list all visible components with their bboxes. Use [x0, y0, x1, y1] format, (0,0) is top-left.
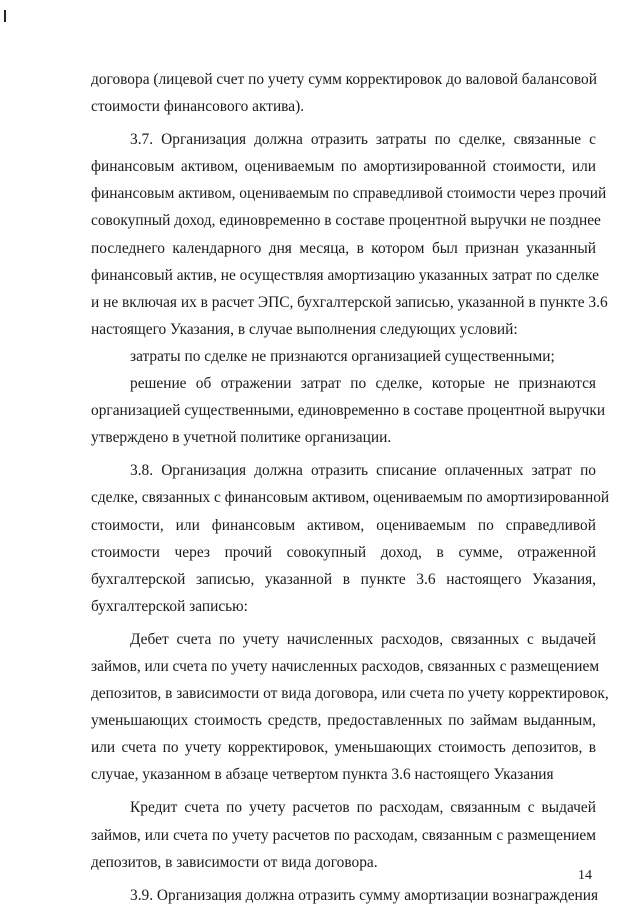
text-line: 3.9. Организация должна отразить сумму амортизации вознаграждения [130, 886, 599, 904]
text-line: депозитов, в зависимости от вида договора. [91, 853, 378, 871]
text-line: стоимости финансового актива). [91, 98, 305, 116]
text-line: сделке, связанных с финансовым активом, оцениваемым по амортизированной [91, 489, 610, 507]
text-line: займов, или счета по учету расчетов по расходам, связанным с размещением [91, 826, 596, 844]
document-body [91, 66, 610, 909]
text-line: финансовым активом, оцениваемым по справедливой стоимости через прочий [91, 185, 607, 203]
text-line: стоимости, или финансовым активом, оцениваемым по справедливой [91, 516, 596, 534]
text-line: настоящего Указания, в случае выполнения следующих условий: [91, 320, 518, 338]
text-line: бухгалтерской записью: [91, 597, 248, 615]
text-line: и не включая их в расчет ЭПС, бухгалтерской записью, указанной в пункте 3.6 [91, 293, 608, 311]
text-line: последнего календарного дня месяца, в котором был признан указанный [91, 239, 596, 257]
text-line: затраты по сделке не признаются организацией существенными; [130, 347, 555, 365]
paragraph-condition-1 [91, 343, 596, 370]
page-number: 14 [578, 868, 592, 883]
text-line: утверждено в учетной политике организации. [91, 429, 392, 447]
paragraph-3-8 [91, 457, 610, 620]
paragraph-credit-entry [91, 794, 596, 875]
text-line: бухгалтерской записью, указанной в пункте 3.6 настоящего Указания, [91, 570, 596, 588]
scan-margin-mark [4, 10, 6, 22]
text-line: финансовым активом, оцениваемым по амортизированной стоимости, или [91, 158, 596, 176]
text-line: организацией существенными, единовременно в составе процентной выручки [91, 402, 606, 420]
text-line: 3.8. Организация должна отразить списание оплаченных затрат по [130, 462, 596, 480]
text-line: займов, или счета по учету начисленных расходов, связанных с размещением [91, 657, 600, 675]
text-line: решение об отражении затрат по сделке, которые не признаются [130, 375, 596, 393]
text-line: уменьшающих стоимость средств, предоставленных по займам выданным, [91, 712, 596, 730]
text-line: или счета по учету корректировок, уменьшающих стоимость депозитов, в [91, 739, 596, 757]
paragraph-debit-entry [91, 626, 609, 789]
text-line: стоимости через прочий совокупный доход, в сумме, отраженной [91, 543, 596, 561]
text-line: совокупный доход, единовременно в составе процентной выручки не позднее [91, 212, 601, 230]
paragraph-contract-continuation [91, 66, 596, 120]
paragraph-condition-2 [91, 370, 606, 451]
text-line: Кредит счета по учету расчетов по расходам, связанным с выдачей [130, 799, 596, 817]
text-line: договора (лицевой счет по учету сумм корректировок до валовой балансовой [91, 71, 597, 88]
text-line: депозитов, в зависимости от вида договора, или счета по учету корректировок, [91, 685, 609, 703]
paragraph-3-7 [91, 126, 608, 343]
text-line: финансовый актив, не осуществляя амортизацию указанных затрат по сделке [91, 266, 599, 284]
text-line: Дебет счета по учету начисленных расходов, связанных с выдачей [130, 630, 596, 648]
text-line: случае, указанном в абзаце четвертом пункта 3.6 настоящего Указания [91, 766, 554, 784]
text-line: 3.7. Организация должна отразить затраты по сделке, связанные с [130, 131, 596, 149]
